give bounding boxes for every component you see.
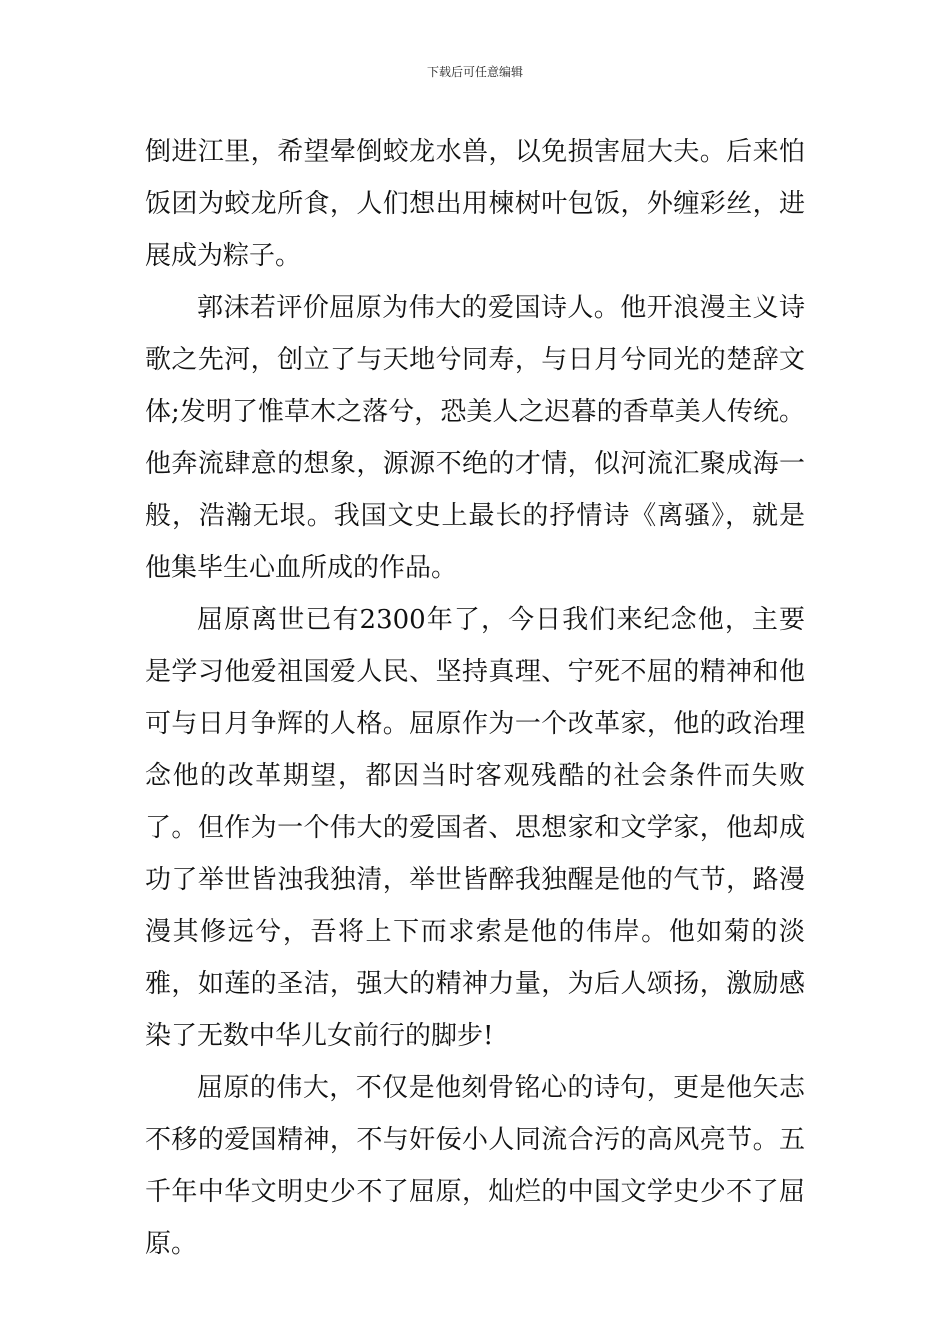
paragraph: 屈原离世已有2300年了，今日我们来纪念他，主要是学习他爱祖国爱人民、坚持真理、宁死不屈的精神和他可与日月争辉的人格。屈原作为一个改革家，他的政治理念他的改革期望，都因当时客观残酷的社会条件而失败了。但作为一个伟大的爱国者、思想家和文学家，他却成功了举世皆浊我独清，举世皆醉我独醒是他的气节，路漫漫其修远兮，吾将上下而求索是他的伟岸。他如菊的淡雅，如莲的圣洁，强大的精神力量，为后人颂扬，激励感染了无数中华儿女前行的脚步! [145, 605, 805, 1051]
paragraph: 郭沫若评价屈原为伟大的爱国诗人。他开浪漫主义诗歌之先河，创立了与天地兮同寿，与日月兮同光的楚辞文体;发明了惟草木之落兮，恐美人之迟暮的香草美人传统。他奔流肆意的想象，源源不绝的才情，似河流汇聚成海一般，浩瀚无垠。我国文史上最长的抒情诗《离骚》，就是他集毕生心血所成的作品。 [145, 293, 805, 583]
paragraph-continuation: 倒进江里，希望晕倒蛟龙水兽，以免损害屈大夫。后来怕饭团为蛟龙所食，人们想出用楝树叶包饭，外缠彩丝，进展成为粽子。 [145, 137, 805, 271]
document-body [145, 126, 805, 1270]
page-header: 下载后可任意编辑 [426, 65, 523, 79]
paragraph: 屈原的伟大，不仅是他刻骨铭心的诗句，更是他矢志不移的爱国精神，不与奸佞小人同流合污的高风亮节。五千年中华文明史少不了屈原，灿烂的中国文学史少不了屈原。 [145, 1073, 805, 1259]
